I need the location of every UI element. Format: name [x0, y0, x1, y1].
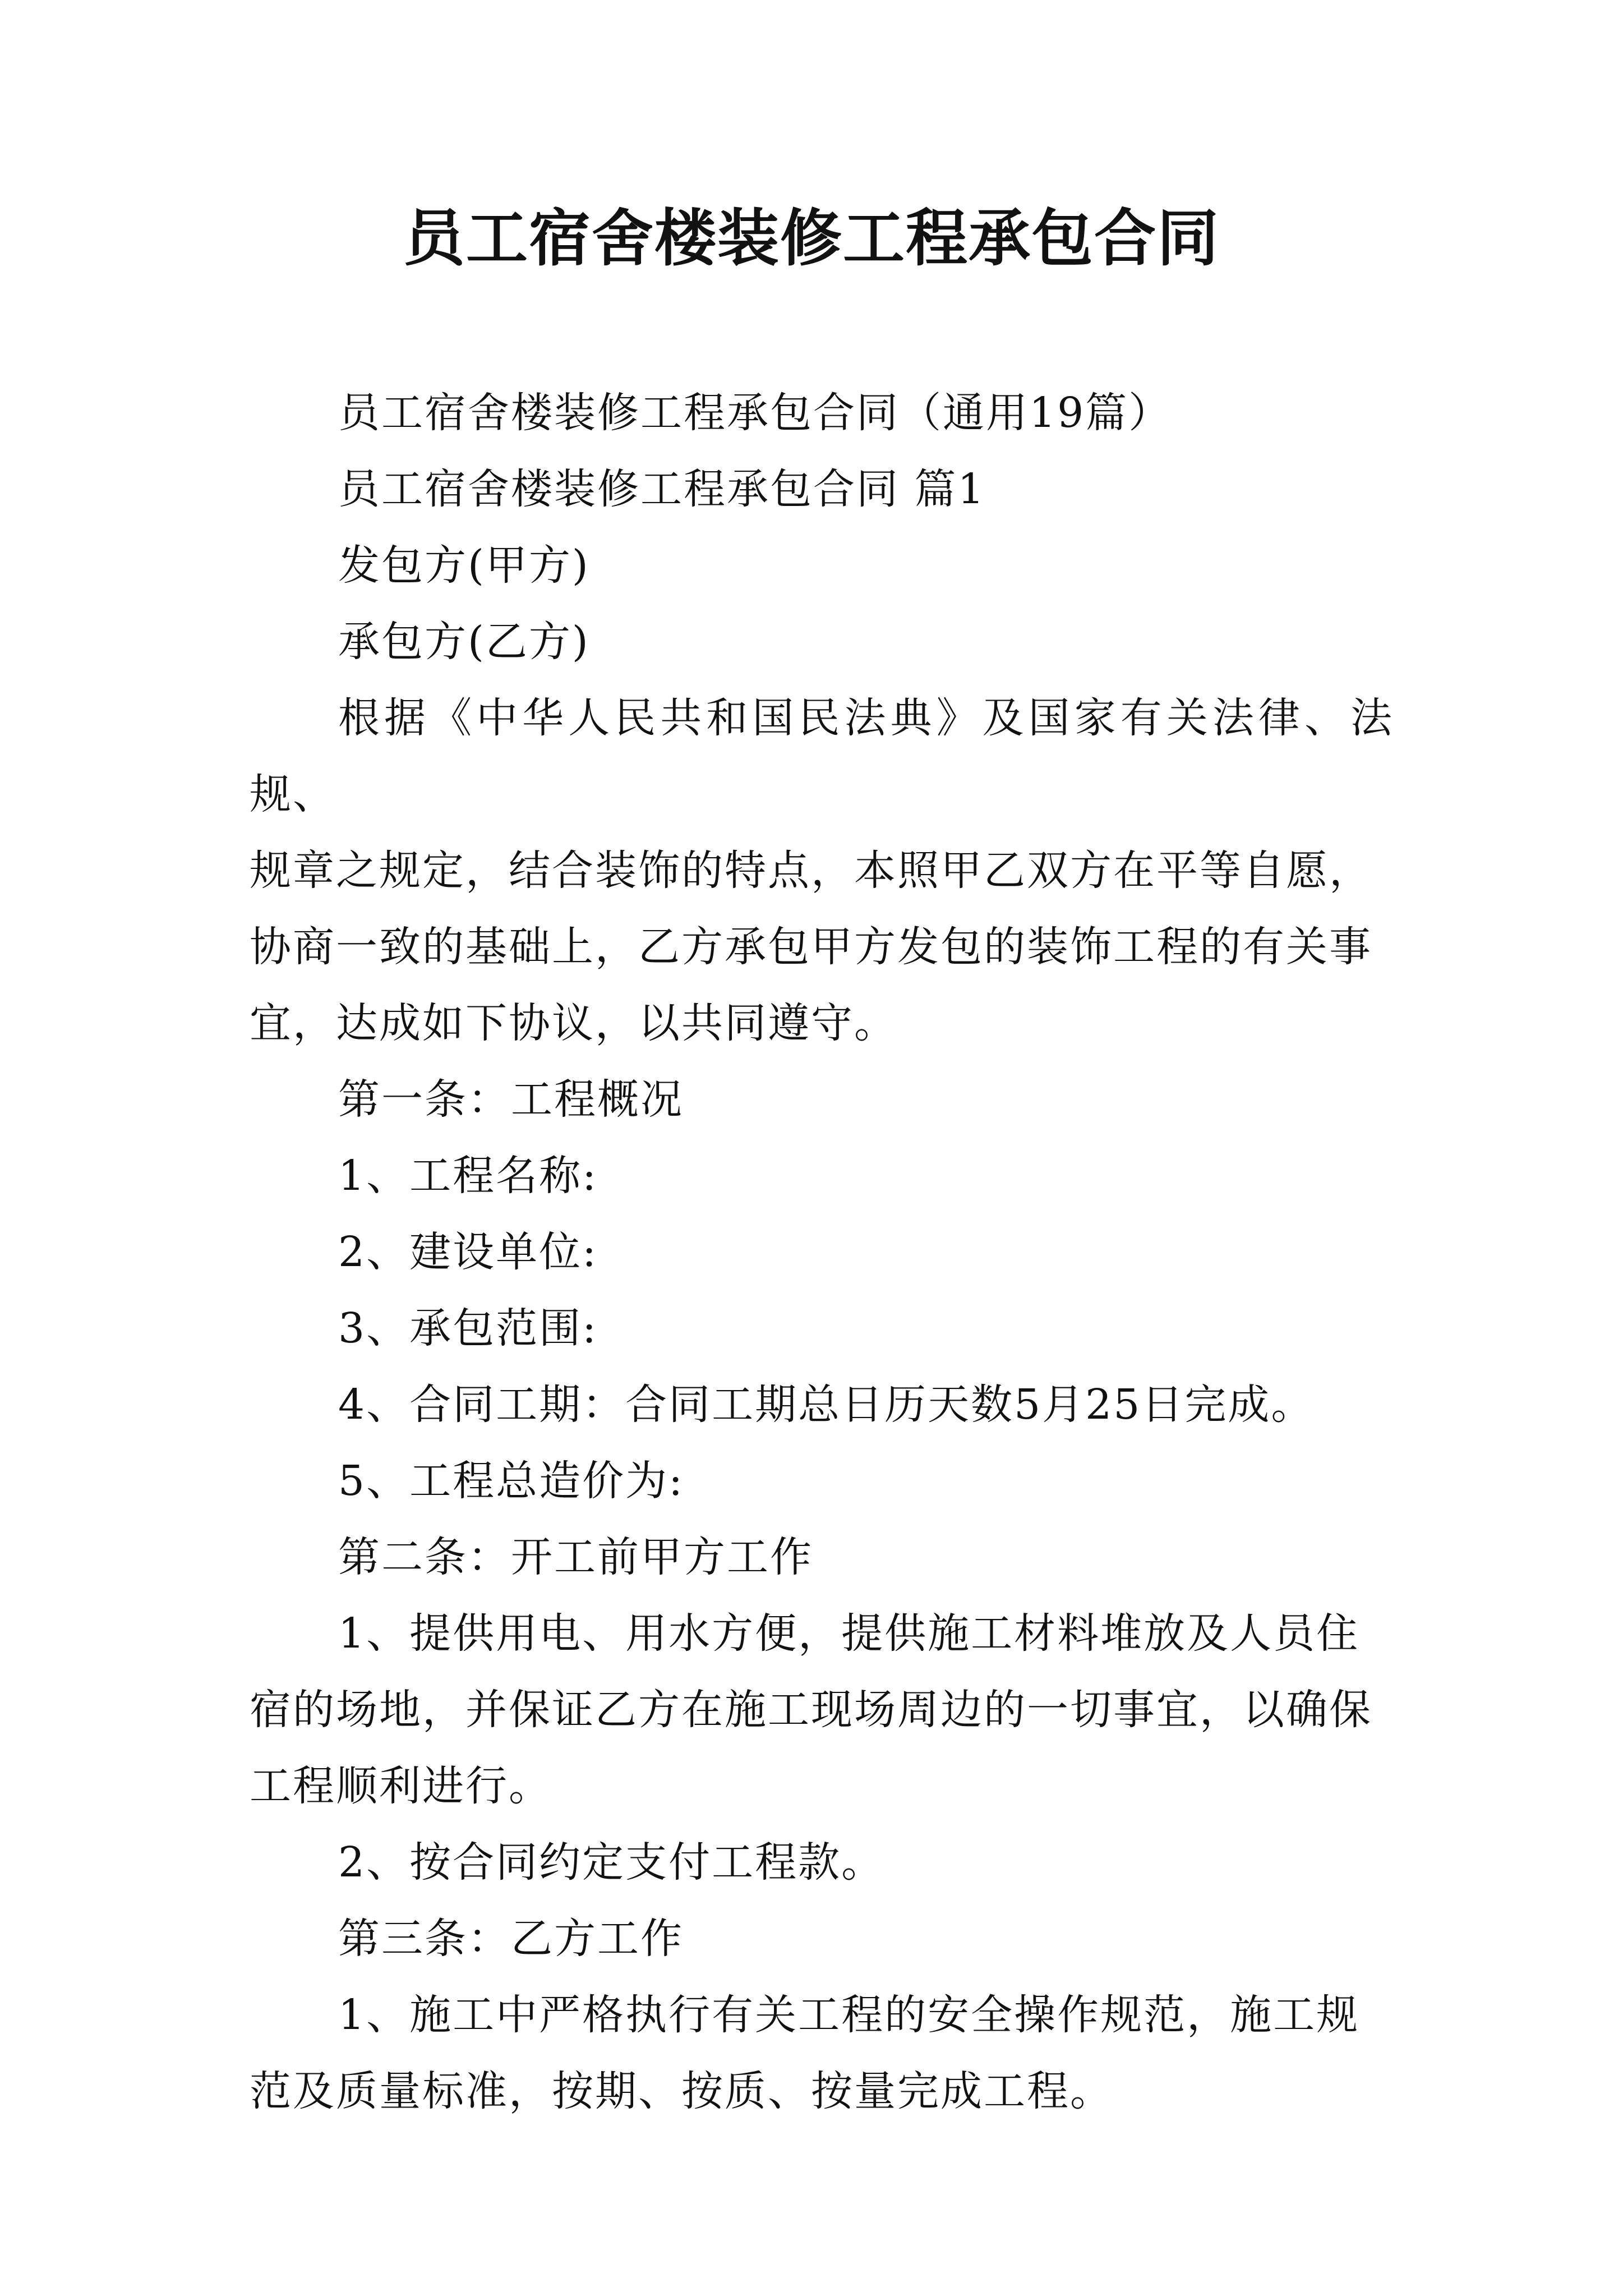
paragraph-party-a [250, 527, 1394, 604]
paragraph-line: 5、工程总造价为: [338, 1457, 685, 1505]
article-1-item-3 [250, 1290, 1394, 1366]
paragraph-line: 承包方(乙方) [338, 618, 590, 666]
paragraph-party-b [250, 604, 1394, 680]
paragraph-line: 2、建设单位: [338, 1228, 598, 1276]
paragraph-line: 1、提供用电、用水方便，提供施工材料堆放及人员住 [338, 1609, 1360, 1658]
article-1-heading [250, 1061, 1394, 1138]
paragraph-line: 第三条：乙方工作 [338, 1915, 684, 1963]
paragraph-line: 4、合同工期：合同工期总日历天数5月25日完成。 [338, 1381, 1315, 1429]
article-1-item-4 [250, 1366, 1394, 1443]
article-3-heading [250, 1901, 1394, 1977]
paragraph-preamble [250, 680, 1394, 1061]
paragraph-subtitle [250, 375, 1394, 451]
paragraph-line: 第一条：工程概况 [338, 1075, 684, 1124]
article-1-item-1 [250, 1138, 1394, 1214]
paragraph-line: 宜，达成如下协议，以共同遵守。 [250, 999, 897, 1047]
document-title: 员工宿舍楼装修工程承包合同 [403, 202, 1220, 274]
paragraph-line: 1、施工中严格执行有关工程的安全操作规范，施工规 [338, 1991, 1360, 2039]
article-1-item-5 [250, 1443, 1394, 1519]
paragraph-line: 范及质量标准，按期、按质、按量完成工程。 [250, 2067, 1113, 2115]
paragraph-line: 工程顺利进行。 [250, 1762, 552, 1810]
document-body [250, 375, 1394, 2129]
paragraph-line: 3、承包范围: [338, 1304, 598, 1352]
article-3-item-1 [250, 1977, 1394, 2129]
article-2-heading [250, 1519, 1394, 1595]
paragraph-line: 规章之规定，结合装饰的特点，本照甲乙双方在平等自愿， [250, 846, 1372, 895]
paragraph-line: 协商一致的基础上，乙方承包甲方发包的装饰工程的有关事 [250, 923, 1372, 971]
article-2-item-1 [250, 1595, 1394, 1824]
article-2-item-2 [250, 1824, 1394, 1901]
paragraph-chapter-heading [250, 451, 1394, 527]
paragraph-line: 发包方(甲方) [338, 541, 590, 590]
paragraph-line: 员工宿舍楼装修工程承包合同 篇1 [338, 465, 986, 513]
paragraph-line: 第二条：开工前甲方工作 [338, 1533, 813, 1581]
paragraph-line: 1、工程名称: [338, 1152, 598, 1200]
paragraph-line: 宿的场地，并保证乙方在施工现场周边的一切事宜，以确保 [250, 1686, 1372, 1734]
paragraph-line: 员工宿舍楼装修工程承包合同（通用19篇） [338, 389, 1172, 437]
article-1-item-2 [250, 1214, 1394, 1290]
paragraph-line: 根据《中华人民共和国民法典》及国家有关法律、法规、 [250, 694, 1394, 818]
paragraph-line: 2、按合同约定支付工程款。 [338, 1838, 885, 1887]
